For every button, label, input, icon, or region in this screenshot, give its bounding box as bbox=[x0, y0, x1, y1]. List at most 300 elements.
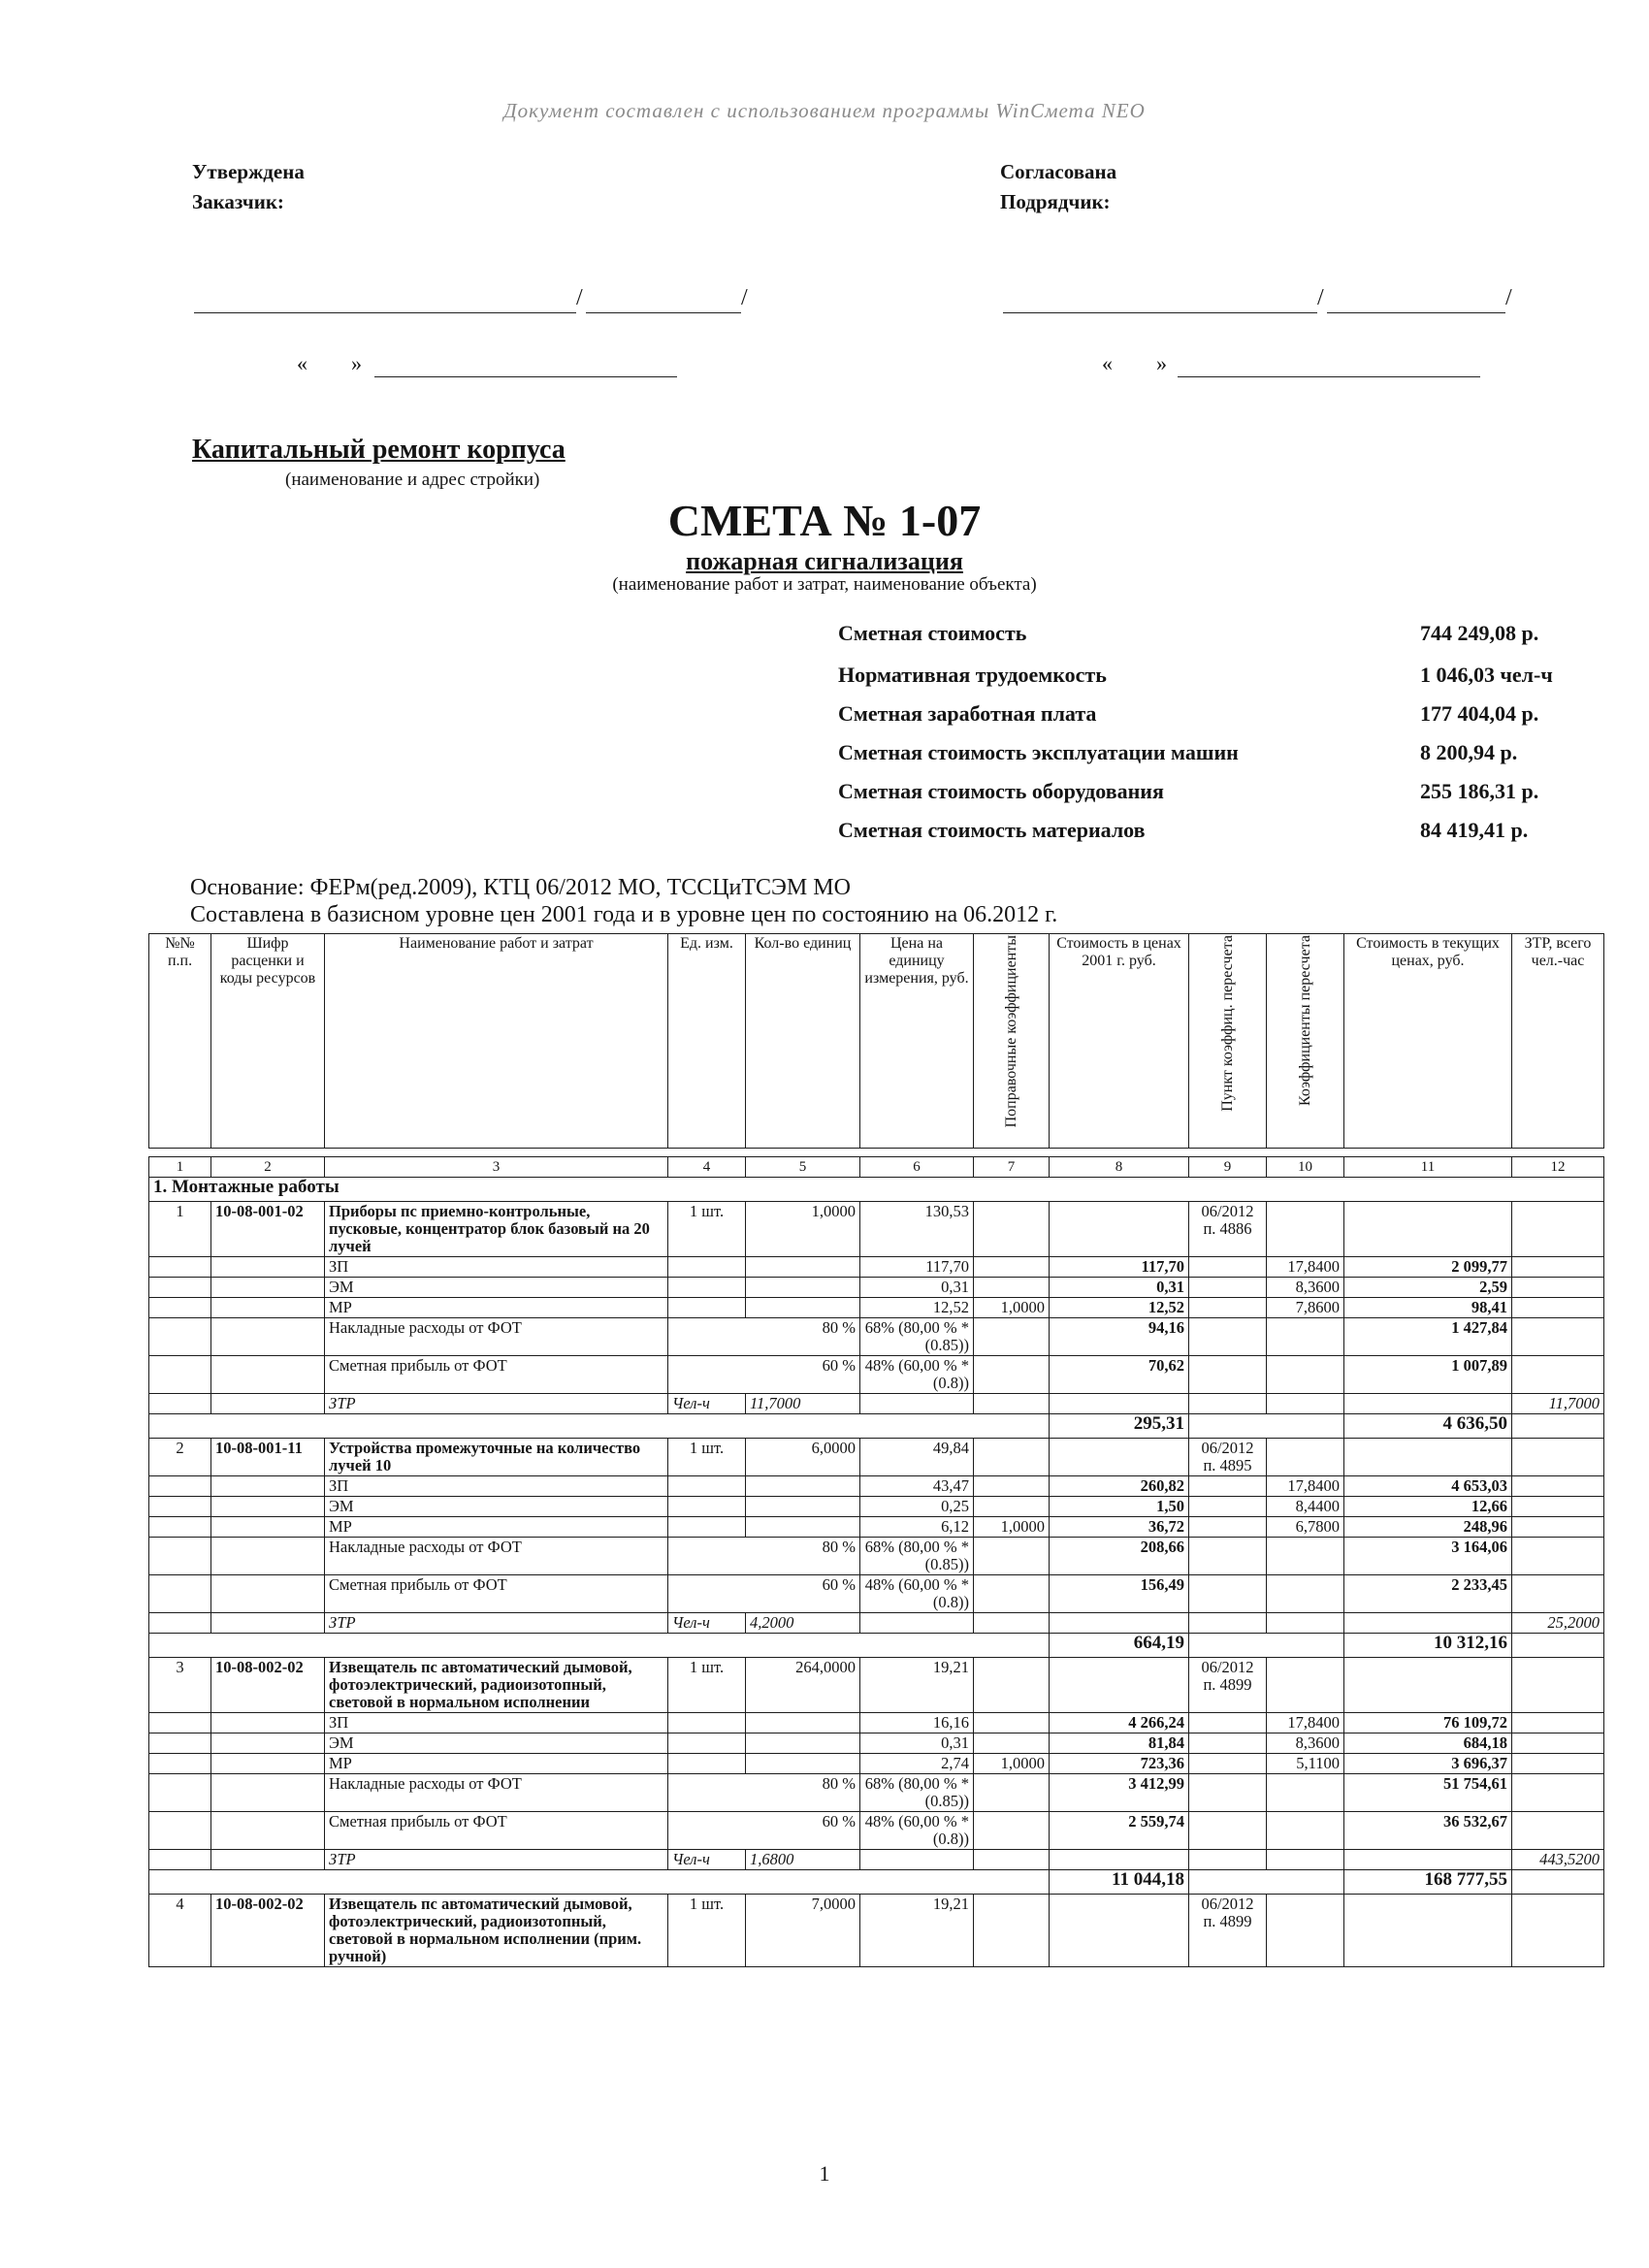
item-row bbox=[149, 1439, 1604, 1476]
recalc-coef: 6,7800 bbox=[1267, 1517, 1344, 1538]
table-cell bbox=[1512, 1257, 1604, 1278]
table-cell bbox=[1189, 1318, 1267, 1356]
column-number: 6 bbox=[860, 1157, 974, 1178]
header-cell bbox=[1189, 934, 1267, 1149]
resource-price: 12,52 bbox=[860, 1298, 974, 1318]
table-cell bbox=[1267, 1850, 1344, 1870]
correction-coef: 1,0000 bbox=[974, 1517, 1050, 1538]
item-total-row bbox=[149, 1414, 1604, 1439]
profit-row bbox=[149, 1812, 1604, 1850]
table-cell bbox=[1512, 1538, 1604, 1575]
table-cell bbox=[211, 1812, 325, 1850]
table-cell bbox=[149, 1278, 211, 1298]
item-name: Извещатель пс автоматический дымовой, фотоэлектрический, радиоизотопный, световой в нормальном исполнении (прим. ручной) bbox=[325, 1895, 668, 1967]
column-number: 1 bbox=[149, 1157, 211, 1178]
project-caption: (наименование и адрес стройки) bbox=[285, 470, 540, 490]
recalc-coef: 17,8400 bbox=[1267, 1476, 1344, 1497]
item-price: 130,53 bbox=[860, 1202, 974, 1257]
resource-row bbox=[149, 1713, 1604, 1733]
table-cell bbox=[211, 1318, 325, 1356]
price-level-line: Составлена в базисном уровне цен 2001 года и в уровне цен по состоянию на 06.2012 г. bbox=[190, 902, 1058, 927]
correction-coef bbox=[974, 1278, 1050, 1298]
summary-label: Сметная заработная плата bbox=[838, 701, 1097, 726]
resource-price: 2,74 bbox=[860, 1754, 974, 1774]
table-cell bbox=[1512, 1278, 1604, 1298]
item-number: 4 bbox=[149, 1895, 211, 1967]
table-cell bbox=[1189, 1774, 1267, 1812]
quote-open: « bbox=[297, 351, 307, 375]
cost-current: 248,96 bbox=[1344, 1517, 1512, 1538]
cost-2001: 117,70 bbox=[1050, 1257, 1189, 1278]
approval-right bbox=[1000, 157, 1116, 217]
overhead-row bbox=[149, 1538, 1604, 1575]
table-cell bbox=[1267, 1356, 1344, 1394]
item-number: 1 bbox=[149, 1202, 211, 1257]
table-cell bbox=[149, 1575, 211, 1613]
table-cell bbox=[860, 1394, 974, 1414]
cost-2001: 0,31 bbox=[1050, 1278, 1189, 1298]
cost-2001: 94,16 bbox=[1050, 1318, 1189, 1356]
item-qty: 7,0000 bbox=[746, 1895, 860, 1967]
resource-row bbox=[149, 1257, 1604, 1278]
table-cell bbox=[1512, 1517, 1604, 1538]
column-number: 5 bbox=[746, 1157, 860, 1178]
table-cell bbox=[1189, 1634, 1344, 1658]
table-cell bbox=[211, 1394, 325, 1414]
table-cell bbox=[668, 1713, 746, 1733]
charge-percent: 60 % bbox=[668, 1356, 860, 1394]
rate-code: 10-08-002-02 bbox=[211, 1895, 325, 1967]
summary-value: 8 200,94 р. bbox=[1420, 740, 1518, 764]
resource-label: ЭМ bbox=[325, 1278, 668, 1298]
table-cell bbox=[1267, 1658, 1344, 1713]
table-cell bbox=[149, 1634, 1050, 1658]
correction-coef bbox=[974, 1476, 1050, 1497]
table-cell bbox=[149, 1298, 211, 1318]
cost-current: 2,59 bbox=[1344, 1278, 1512, 1298]
table-cell bbox=[1050, 1850, 1189, 1870]
table-cell bbox=[974, 1850, 1050, 1870]
contractor-label: Подрядчик: bbox=[1000, 190, 1111, 213]
resource-label: ЗП bbox=[325, 1476, 668, 1497]
column-number: 7 bbox=[974, 1157, 1050, 1178]
summary-row bbox=[838, 779, 1595, 804]
table-cell bbox=[149, 1414, 1050, 1439]
summary-label: Сметная стоимость материалов bbox=[838, 818, 1146, 842]
recalc-coef: 17,8400 bbox=[1267, 1257, 1344, 1278]
table-cell bbox=[1267, 1318, 1344, 1356]
table-cell bbox=[1512, 1202, 1604, 1257]
charge-label: Накладные расходы от ФОТ bbox=[325, 1774, 668, 1812]
column-number: 2 bbox=[211, 1157, 325, 1178]
labor-row bbox=[149, 1394, 1604, 1414]
summary-label: Сметная стоимость оборудования bbox=[838, 779, 1164, 803]
table-cell bbox=[149, 1850, 211, 1870]
labor-label: ЗТР bbox=[325, 1613, 668, 1634]
table-cell bbox=[211, 1774, 325, 1812]
cost-current: 684,18 bbox=[1344, 1733, 1512, 1754]
section-title: 1. Монтажные работы bbox=[149, 1178, 1604, 1202]
cost-current: 36 532,67 bbox=[1344, 1812, 1512, 1850]
table-cell bbox=[1512, 1812, 1604, 1850]
recalc-point: 06/2012 п. 4886 bbox=[1189, 1202, 1267, 1257]
table-cell bbox=[746, 1713, 860, 1733]
recalc-point: 06/2012 п. 4895 bbox=[1189, 1439, 1267, 1476]
table-cell bbox=[149, 1812, 211, 1850]
table-cell bbox=[1189, 1497, 1267, 1517]
signature-line-right bbox=[1003, 287, 1317, 313]
cost-current: 3 696,37 bbox=[1344, 1754, 1512, 1774]
page-number: 1 bbox=[819, 2161, 830, 2186]
table-cell bbox=[746, 1298, 860, 1318]
total-2001: 11 044,18 bbox=[1050, 1870, 1189, 1895]
table-cell bbox=[1050, 1895, 1189, 1967]
approval-left bbox=[192, 157, 305, 217]
summary-label: Сметная стоимость bbox=[838, 621, 1027, 645]
table-cell bbox=[1189, 1870, 1344, 1895]
table-cell bbox=[1512, 1754, 1604, 1774]
header-cell-text: Пункт коэффиц. пересчета bbox=[1218, 935, 1236, 1112]
summary-row bbox=[838, 621, 1595, 646]
table-cell bbox=[974, 1318, 1050, 1356]
cost-current: 2 233,45 bbox=[1344, 1575, 1512, 1613]
total-current: 4 636,50 bbox=[1344, 1414, 1512, 1439]
cost-current: 2 099,77 bbox=[1344, 1257, 1512, 1278]
header-cell: №№ п.п. bbox=[149, 934, 211, 1149]
profit-row bbox=[149, 1356, 1604, 1394]
cost-2001: 723,36 bbox=[1050, 1754, 1189, 1774]
item-qty: 6,0000 bbox=[746, 1439, 860, 1476]
header-cell: ЗТР, всего чел.-час bbox=[1512, 934, 1604, 1149]
resource-price: 0,31 bbox=[860, 1278, 974, 1298]
recalc-coef: 8,3600 bbox=[1267, 1278, 1344, 1298]
table-cell bbox=[211, 1754, 325, 1774]
table-cell bbox=[974, 1895, 1050, 1967]
header-cell: Ед. изм. bbox=[668, 934, 746, 1149]
table-cell bbox=[668, 1257, 746, 1278]
table-cell bbox=[211, 1613, 325, 1634]
table-cell bbox=[149, 1733, 211, 1754]
charge-percent: 60 % bbox=[668, 1812, 860, 1850]
name-line-left bbox=[586, 287, 741, 313]
total-current: 10 312,16 bbox=[1344, 1634, 1512, 1658]
labor-total: 25,2000 bbox=[1512, 1613, 1604, 1634]
table-cell bbox=[746, 1733, 860, 1754]
resource-label: МР bbox=[325, 1298, 668, 1318]
table-cell bbox=[1344, 1394, 1512, 1414]
column-number: 4 bbox=[668, 1157, 746, 1178]
table-cell bbox=[1189, 1356, 1267, 1394]
item-row bbox=[149, 1895, 1604, 1967]
table-cell bbox=[149, 1394, 211, 1414]
charge-label: Сметная прибыль от ФОТ bbox=[325, 1575, 668, 1613]
charge-formula: 68% (80,00 % * (0.85)) bbox=[860, 1318, 974, 1356]
quote-close: » bbox=[351, 351, 362, 375]
rate-code: 10-08-002-02 bbox=[211, 1658, 325, 1713]
project-name: Капитальный ремонт корпуса bbox=[192, 435, 566, 465]
resource-row bbox=[149, 1754, 1604, 1774]
date-line-left bbox=[374, 351, 677, 377]
column-number: 11 bbox=[1344, 1157, 1512, 1178]
table-cell bbox=[1267, 1202, 1344, 1257]
resource-row bbox=[149, 1497, 1604, 1517]
correction-coef bbox=[974, 1257, 1050, 1278]
cost-current: 12,66 bbox=[1344, 1497, 1512, 1517]
table-cell bbox=[149, 1613, 211, 1634]
table-cell bbox=[149, 1754, 211, 1774]
table-cell bbox=[668, 1497, 746, 1517]
name-line-right bbox=[1327, 287, 1505, 313]
resource-label: МР bbox=[325, 1754, 668, 1774]
work-caption: (наименование работ и затрат, наименование объекта) bbox=[612, 574, 1037, 595]
table-cell bbox=[1344, 1439, 1512, 1476]
charge-label: Накладные расходы от ФОТ bbox=[325, 1318, 668, 1356]
table-cell bbox=[1512, 1356, 1604, 1394]
table-cell bbox=[860, 1850, 974, 1870]
table-cell bbox=[974, 1439, 1050, 1476]
charge-label: Накладные расходы от ФОТ bbox=[325, 1538, 668, 1575]
table-cell bbox=[1189, 1754, 1267, 1774]
summary-value: 84 419,41 р. bbox=[1420, 818, 1529, 842]
resource-row bbox=[149, 1733, 1604, 1754]
table-cell bbox=[860, 1613, 974, 1634]
resource-row bbox=[149, 1278, 1604, 1298]
header-cell: Наименование работ и затрат bbox=[325, 934, 668, 1149]
table-cell bbox=[668, 1733, 746, 1754]
table-cell bbox=[1189, 1257, 1267, 1278]
table-cell bbox=[149, 1257, 211, 1278]
cost-2001: 81,84 bbox=[1050, 1733, 1189, 1754]
table-cell bbox=[149, 1713, 211, 1733]
basis-line: Основание: ФЕРм(ред.2009), КТЦ 06/2012 МО, ТССЦиТСЭМ МО bbox=[190, 875, 851, 900]
table-cell bbox=[1189, 1733, 1267, 1754]
summary-value: 255 186,31 р. bbox=[1420, 779, 1539, 803]
summary-value: 744 249,08 р. bbox=[1420, 621, 1539, 645]
total-current: 168 777,55 bbox=[1344, 1870, 1512, 1895]
cost-2001: 4 266,24 bbox=[1050, 1713, 1189, 1733]
table-cell bbox=[211, 1733, 325, 1754]
correction-coef: 1,0000 bbox=[974, 1754, 1050, 1774]
table-cell bbox=[149, 1538, 211, 1575]
table-cell bbox=[1267, 1575, 1344, 1613]
table-cell bbox=[1512, 1713, 1604, 1733]
table-cell bbox=[746, 1517, 860, 1538]
summary-row bbox=[838, 818, 1595, 843]
approved-label: Утверждена bbox=[192, 160, 305, 183]
table-cell bbox=[974, 1774, 1050, 1812]
rate-code: 10-08-001-11 bbox=[211, 1439, 325, 1476]
cost-current: 3 164,06 bbox=[1344, 1538, 1512, 1575]
item-name: Приборы пс приемно-контрольные, пусковые, концентратор блок базовый на 20 лучей bbox=[325, 1202, 668, 1257]
cost-2001: 2 559,74 bbox=[1050, 1812, 1189, 1850]
item-total-row bbox=[149, 1634, 1604, 1658]
header-cell bbox=[1267, 934, 1344, 1149]
labor-row bbox=[149, 1850, 1604, 1870]
table-cell bbox=[974, 1356, 1050, 1394]
table-cell bbox=[1189, 1394, 1267, 1414]
cost-2001: 3 412,99 bbox=[1050, 1774, 1189, 1812]
labor-unit: Чел-ч bbox=[668, 1850, 746, 1870]
table-cell bbox=[211, 1538, 325, 1575]
recalc-coef: 5,1100 bbox=[1267, 1754, 1344, 1774]
table-cell bbox=[1189, 1414, 1344, 1439]
recalc-coef: 17,8400 bbox=[1267, 1713, 1344, 1733]
labor-total: 11,7000 bbox=[1512, 1394, 1604, 1414]
resource-price: 117,70 bbox=[860, 1257, 974, 1278]
resource-label: МР bbox=[325, 1517, 668, 1538]
table-cell bbox=[149, 1517, 211, 1538]
table-cell bbox=[1512, 1774, 1604, 1812]
cost-current: 98,41 bbox=[1344, 1298, 1512, 1318]
summary-label: Сметная стоимость эксплуатации машин bbox=[838, 740, 1239, 764]
resource-row bbox=[149, 1298, 1604, 1318]
table-cell bbox=[1512, 1895, 1604, 1967]
cost-2001: 208,66 bbox=[1050, 1538, 1189, 1575]
quote-open: « bbox=[1102, 351, 1113, 375]
item-unit: 1 шт. bbox=[668, 1202, 746, 1257]
table-cell bbox=[668, 1754, 746, 1774]
table-cell bbox=[1267, 1812, 1344, 1850]
table-cell bbox=[149, 1356, 211, 1394]
section-row bbox=[149, 1178, 1604, 1202]
item-number: 3 bbox=[149, 1658, 211, 1713]
table-cell bbox=[211, 1257, 325, 1278]
table-cell bbox=[974, 1658, 1050, 1713]
profit-row bbox=[149, 1575, 1604, 1613]
charge-formula: 48% (60,00 % * (0.8)) bbox=[860, 1356, 974, 1394]
cost-2001: 36,72 bbox=[1050, 1517, 1189, 1538]
overhead-row bbox=[149, 1318, 1604, 1356]
labor-label: ЗТР bbox=[325, 1850, 668, 1870]
document-title: СМЕТА № 1-07 bbox=[667, 496, 982, 545]
table-cell bbox=[149, 1870, 1050, 1895]
resource-price: 0,31 bbox=[860, 1733, 974, 1754]
cost-2001: 70,62 bbox=[1050, 1356, 1189, 1394]
table-header-row bbox=[149, 934, 1604, 1149]
table-cell bbox=[1050, 1394, 1189, 1414]
labor-row bbox=[149, 1613, 1604, 1634]
table-cell bbox=[1189, 1476, 1267, 1497]
table-cell bbox=[1189, 1575, 1267, 1613]
table-cell bbox=[668, 1476, 746, 1497]
table-cell bbox=[1189, 1713, 1267, 1733]
table-cell bbox=[974, 1613, 1050, 1634]
table-cell bbox=[1344, 1202, 1512, 1257]
recalc-point: 06/2012 п. 4899 bbox=[1189, 1895, 1267, 1967]
table-cell bbox=[1344, 1658, 1512, 1713]
table-cell bbox=[668, 1298, 746, 1318]
table-cell bbox=[1050, 1202, 1189, 1257]
charge-label: Сметная прибыль от ФОТ bbox=[325, 1812, 668, 1850]
estimate-table bbox=[148, 933, 1604, 1967]
slash: / bbox=[1505, 285, 1512, 310]
table-cell bbox=[211, 1298, 325, 1318]
item-unit: 1 шт. bbox=[668, 1439, 746, 1476]
table-cell bbox=[1267, 1538, 1344, 1575]
customer-label: Заказчик: bbox=[192, 190, 284, 213]
table-cell bbox=[1267, 1774, 1344, 1812]
correction-coef: 1,0000 bbox=[974, 1298, 1050, 1318]
table-cell bbox=[1512, 1476, 1604, 1497]
cost-2001: 156,49 bbox=[1050, 1575, 1189, 1613]
table-cell bbox=[211, 1575, 325, 1613]
table-cell bbox=[211, 1476, 325, 1497]
table-cell bbox=[1189, 1298, 1267, 1318]
header-cell bbox=[974, 934, 1050, 1149]
correction-coef bbox=[974, 1733, 1050, 1754]
header-cell: Цена на единицу измерения, руб. bbox=[860, 934, 974, 1149]
table-cell bbox=[974, 1812, 1050, 1850]
agreed-label: Согласована bbox=[1000, 160, 1117, 183]
recalc-coef: 8,3600 bbox=[1267, 1733, 1344, 1754]
table-cell bbox=[974, 1575, 1050, 1613]
table-cell bbox=[1050, 1613, 1189, 1634]
cost-current: 4 653,03 bbox=[1344, 1476, 1512, 1497]
item-unit: 1 шт. bbox=[668, 1658, 746, 1713]
cost-current: 76 109,72 bbox=[1344, 1713, 1512, 1733]
rate-code: 10-08-001-02 bbox=[211, 1202, 325, 1257]
charge-formula: 68% (80,00 % * (0.85)) bbox=[860, 1538, 974, 1575]
charge-formula: 48% (60,00 % * (0.8)) bbox=[860, 1812, 974, 1850]
table-cell bbox=[1512, 1870, 1604, 1895]
charge-formula: 68% (80,00 % * (0.85)) bbox=[860, 1774, 974, 1812]
resource-label: ЗП bbox=[325, 1713, 668, 1733]
table-cell bbox=[746, 1754, 860, 1774]
column-number: 9 bbox=[1189, 1157, 1267, 1178]
table-cell bbox=[1512, 1733, 1604, 1754]
labor-qty: 11,7000 bbox=[746, 1394, 860, 1414]
item-row bbox=[149, 1202, 1604, 1257]
table-cell bbox=[746, 1257, 860, 1278]
labor-qty: 1,6800 bbox=[746, 1850, 860, 1870]
table-cell bbox=[1512, 1634, 1604, 1658]
slash: / bbox=[576, 285, 583, 310]
slash: / bbox=[1317, 285, 1324, 310]
recalc-coef: 7,8600 bbox=[1267, 1298, 1344, 1318]
table-cell bbox=[149, 1497, 211, 1517]
cost-2001: 1,50 bbox=[1050, 1497, 1189, 1517]
table-cell bbox=[668, 1517, 746, 1538]
column-number-row bbox=[149, 1157, 1604, 1178]
table-cell bbox=[211, 1850, 325, 1870]
column-number: 10 bbox=[1267, 1157, 1344, 1178]
table-cell bbox=[1050, 1658, 1189, 1713]
header-cell-text: Поправочные коэффициенты bbox=[1002, 935, 1019, 1128]
resource-label: ЭМ bbox=[325, 1733, 668, 1754]
cost-2001: 260,82 bbox=[1050, 1476, 1189, 1497]
table-cell bbox=[211, 1713, 325, 1733]
item-qty: 1,0000 bbox=[746, 1202, 860, 1257]
column-number: 8 bbox=[1050, 1157, 1189, 1178]
table-cell bbox=[211, 1517, 325, 1538]
resource-label: ЗП bbox=[325, 1257, 668, 1278]
table-cell bbox=[211, 1278, 325, 1298]
table-cell bbox=[668, 1278, 746, 1298]
resource-price: 0,25 bbox=[860, 1497, 974, 1517]
table-cell bbox=[149, 1774, 211, 1812]
column-number: 3 bbox=[325, 1157, 668, 1178]
cost-current: 1 427,84 bbox=[1344, 1318, 1512, 1356]
correction-coef bbox=[974, 1713, 1050, 1733]
header-cell-text: Коэффициенты пересчета bbox=[1296, 935, 1313, 1106]
labor-label: ЗТР bbox=[325, 1394, 668, 1414]
table-cell bbox=[974, 1538, 1050, 1575]
table-cell bbox=[1344, 1850, 1512, 1870]
item-price: 19,21 bbox=[860, 1658, 974, 1713]
table-cell bbox=[149, 1476, 211, 1497]
date-line-right bbox=[1178, 351, 1480, 377]
labor-qty: 4,2000 bbox=[746, 1613, 860, 1634]
